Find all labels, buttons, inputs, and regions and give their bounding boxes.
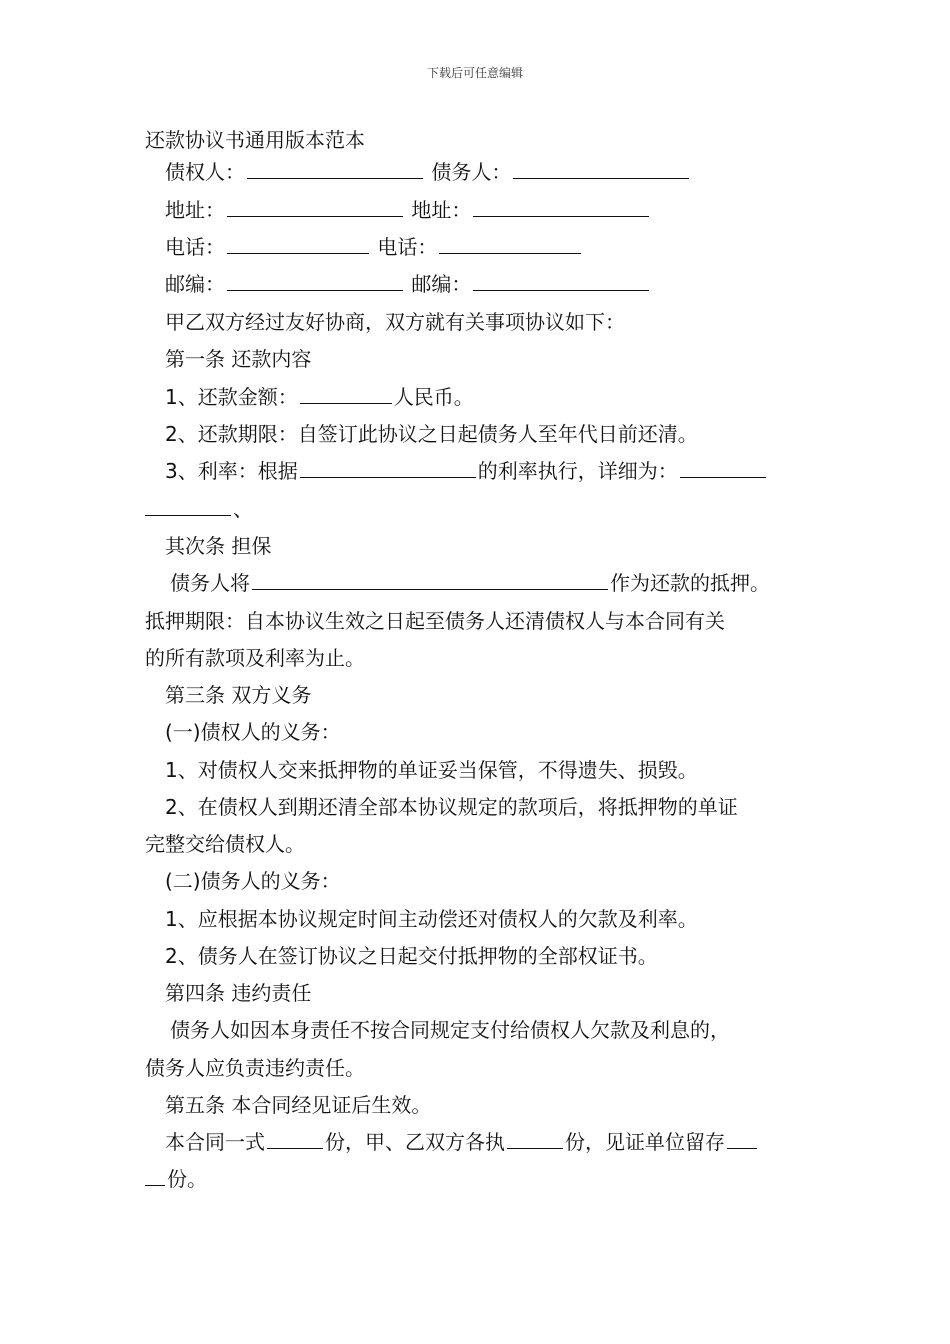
copies-each-blank[interactable] [507,1128,563,1149]
copies-total-blank[interactable] [267,1128,323,1149]
address-label-debtor: 地址： [411,198,472,222]
article4-heading: 第四条 违约责任 [165,981,312,1005]
article1-item3 [165,457,766,485]
phone-label-creditor: 电话： [165,235,225,259]
article4-p-line2: 债务人应负责违约责任。 [145,1056,365,1080]
article3-sub1-item2-line2: 完整交给债权人。 [145,832,305,856]
copies-label: 本合同一式 [165,1130,265,1154]
article3-sub1-item1: 1、对债权人交来抵押物的单证妥当保管，不得遗失、损毁。 [165,758,698,782]
article1-item1 [165,383,474,411]
article1-heading: 第一条 还款内容 [165,347,312,371]
address-blank-debtor[interactable] [473,196,649,217]
address-label-creditor: 地址： [165,198,225,222]
phone-label-debtor: 电话： [377,235,438,259]
interest-basis-blank[interactable] [300,457,476,478]
interest-detail-end: 、 [233,497,253,521]
postcode-blank-creditor[interactable] [227,270,403,291]
intro-paragraph: 甲乙双方经过友好协商，双方就有关事项协议如下： [165,310,625,334]
interest-rate-label: 3、利率：根据 [165,459,298,483]
postcode-label-debtor: 邮编： [411,272,472,296]
repayment-amount-label: 1、还款金额： [165,385,298,409]
interest-detail-blank-1[interactable] [680,457,766,478]
creditor-debtor-row [165,158,691,186]
postcode-row [165,270,651,298]
copies-witness-blank-1[interactable] [727,1128,757,1149]
interest-detail-blank-2[interactable] [145,495,231,516]
collateral-blank[interactable] [252,569,608,590]
debtor-blank[interactable] [513,158,689,179]
article1-item3-cont [145,495,253,523]
article5-p [165,1128,757,1156]
collateral-label: 债务人将 [170,571,250,595]
article3-sub2-item2: 2、债务人在签订协议之日起交付抵押物的全部权证书。 [165,944,658,968]
article4-p-line1: 债务人如因本身责任不按合同规定支付给债权人欠款及利息的， [170,1018,730,1042]
article3-sub2: (二)债务人的义务： [165,869,341,893]
copies-end: 份。 [167,1167,207,1191]
phone-blank-creditor[interactable] [227,233,369,254]
repayment-amount-blank[interactable] [300,383,392,404]
postcode-blank-debtor[interactable] [473,270,649,291]
repayment-amount-unit: 人民币。 [393,385,474,409]
phone-row [165,233,583,261]
article3-sub2-item1: 1、应根据本协议规定时间主动偿还对债权人的欠款及利率。 [165,907,698,931]
article1-item2: 2、还款期限：自签订此协议之日起债务人至年代日前还清。 [165,422,698,446]
article3-heading: 第三条 双方义务 [165,683,312,707]
article2-p2-line2: 的所有款项及利率为止。 [145,646,365,670]
debtor-label: 债务人： [431,160,512,184]
creditor-label: 债权人： [165,160,245,184]
interest-detail-label: 的利率执行，详细为： [477,459,678,483]
article3-sub1-item2-line1: 2、在债权人到期还清全部本协议规定的款项后，将抵押物的单证 [165,795,738,819]
article2-heading: 其次条 担保 [165,534,272,558]
article2-p2-line1: 抵押期限：自本协议生效之日起至债务人还清债权人与本合同有关 [145,609,725,633]
article2-p1 [170,569,770,597]
copies-witness-label: 份，见证单位留存 [565,1130,725,1154]
collateral-suffix: 作为还款的抵押。 [610,571,770,595]
document-title: 还款协议书通用版本范本 [145,128,365,152]
article5-heading: 第五条 本合同经见证后生效。 [165,1093,432,1117]
article3-sub1: (一)债权人的义务： [165,720,341,744]
article5-p-cont [145,1165,207,1193]
creditor-blank[interactable] [247,158,423,179]
phone-blank-debtor[interactable] [439,233,581,254]
copies-witness-blank-2[interactable] [145,1165,165,1186]
postcode-label-creditor: 邮编： [165,272,225,296]
page-header: 下载后可任意编辑 [426,66,523,80]
address-row [165,196,651,224]
copies-each-label: 份，甲、乙双方各执 [325,1130,505,1154]
address-blank-creditor[interactable] [227,196,403,217]
